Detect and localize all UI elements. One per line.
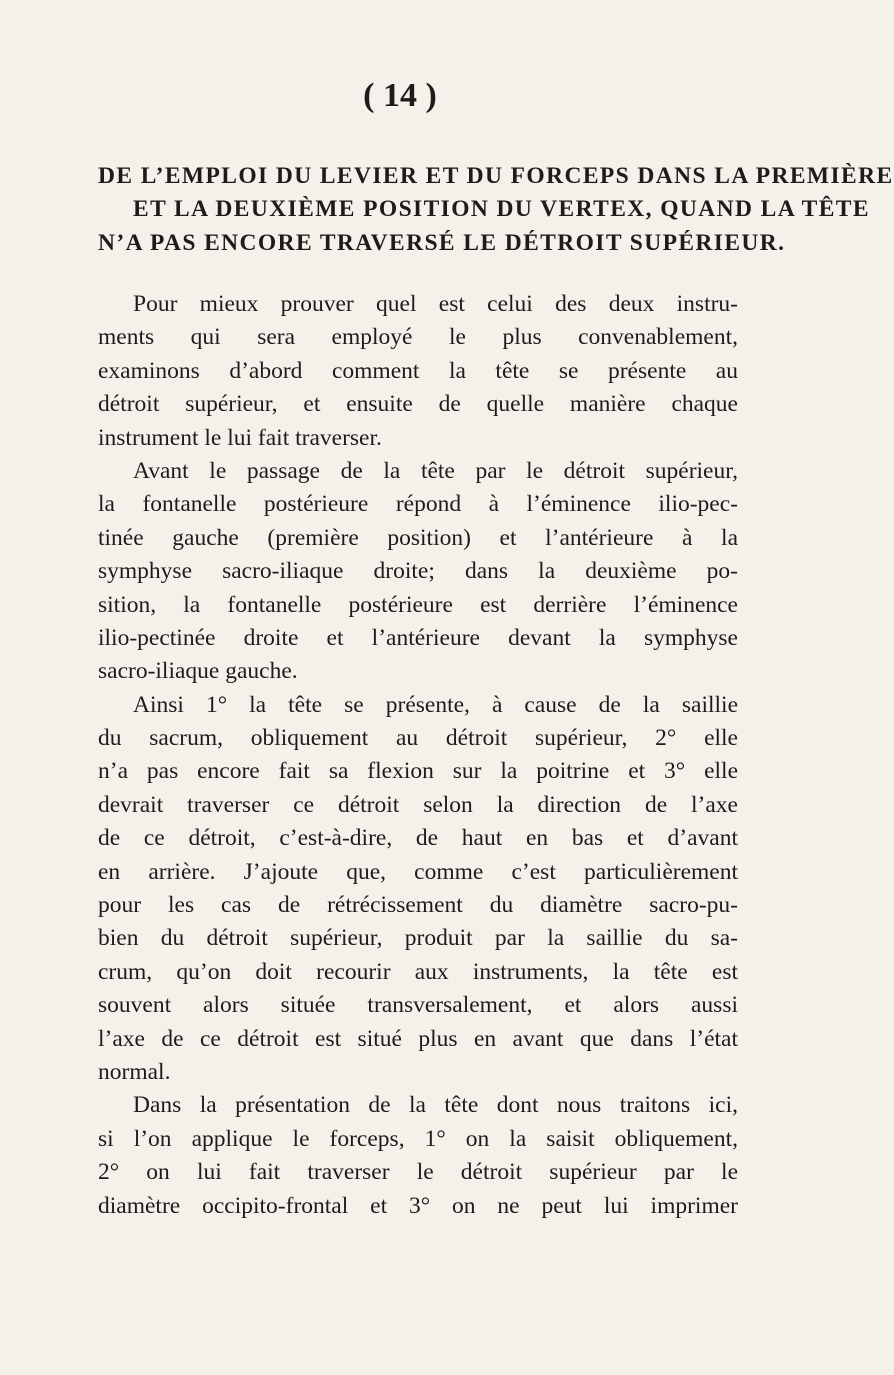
text-line: pour les cas de rétrécissement du diamètre sacro-pu- bbox=[98, 892, 738, 919]
text-line: symphyse sacro-iliaque droite; dans la deuxième po- bbox=[98, 558, 738, 585]
text-line: en arrière. J’ajoute que, comme c’est particulièrement bbox=[98, 858, 738, 885]
text-line: Dans la présentation de la tête dont nous traitons ici, bbox=[133, 1092, 738, 1119]
heading-line: DE L’EMPLOI DU LEVIER ET DU FORCEPS DANS LA PREMIÈRE bbox=[98, 163, 894, 189]
text-line: sition, la fontanelle postérieure est derrière l’éminence bbox=[98, 591, 738, 618]
text-line: tinée gauche (première position) et l’antérieure à la bbox=[98, 524, 738, 551]
text-line: diamètre occipito-frontal et 3° on ne peut lui imprimer bbox=[98, 1192, 738, 1219]
text-line: Avant le passage de la tête par le détroit supérieur, bbox=[133, 457, 738, 484]
text-line: du sacrum, obliquement au détroit supérieur, 2° elle bbox=[98, 725, 738, 752]
text-line: bien du détroit supérieur, produit par la saillie du sa- bbox=[98, 925, 738, 952]
page-number: ( 14 ) bbox=[363, 77, 437, 114]
text-line: n’a pas encore fait sa flexion sur la poitrine et 3° elle bbox=[98, 758, 738, 785]
body-text bbox=[98, 288, 738, 1223]
text-line: si l’on applique le forceps, 1° on la saisit obliquement, bbox=[98, 1125, 738, 1152]
chapter-heading bbox=[98, 160, 894, 260]
text-line: l’axe de ce détroit est situé plus en avant que dans l’état bbox=[98, 1025, 738, 1052]
text-line: souvent alors située transversalement, et alors aussi bbox=[98, 992, 738, 1019]
text-line: Ainsi 1° la tête se présente, à cause de la saillie bbox=[133, 691, 738, 718]
text-line: de ce détroit, c’est-à-dire, de haut en bas et d’avant bbox=[98, 825, 738, 852]
text-line: devrait traverser ce détroit selon la direction de l’axe bbox=[98, 791, 738, 818]
heading-line: ET LA DEUXIÈME POSITION DU VERTEX, QUAND LA TÊTE bbox=[133, 196, 870, 223]
text-line: détroit supérieur, et ensuite de quelle manière chaque bbox=[98, 391, 738, 418]
text-line: normal. bbox=[98, 1058, 171, 1085]
text-line: crum, qu’on doit recourir aux instruments, la tête est bbox=[98, 958, 738, 985]
text-line: ments qui sera employé le plus convenablement, bbox=[98, 324, 738, 351]
text-line: sacro-iliaque gauche. bbox=[98, 658, 298, 685]
text-line: ilio-pectinée droite et l’antérieure devant la symphyse bbox=[98, 624, 738, 651]
text-line: 2° on lui fait traverser le détroit supérieur par le bbox=[98, 1159, 738, 1186]
heading-line: N’A PAS ENCORE TRAVERSÉ LE DÉTROIT SUPÉRIEUR. bbox=[98, 229, 786, 256]
text-line: instrument le lui fait traverser. bbox=[98, 424, 382, 451]
text-line: Pour mieux prouver quel est celui des deux instru- bbox=[133, 291, 738, 317]
text-line: examinons d’abord comment la tête se présente au bbox=[98, 357, 738, 384]
text-line: la fontanelle postérieure répond à l’éminence ilio-pec- bbox=[98, 491, 738, 518]
